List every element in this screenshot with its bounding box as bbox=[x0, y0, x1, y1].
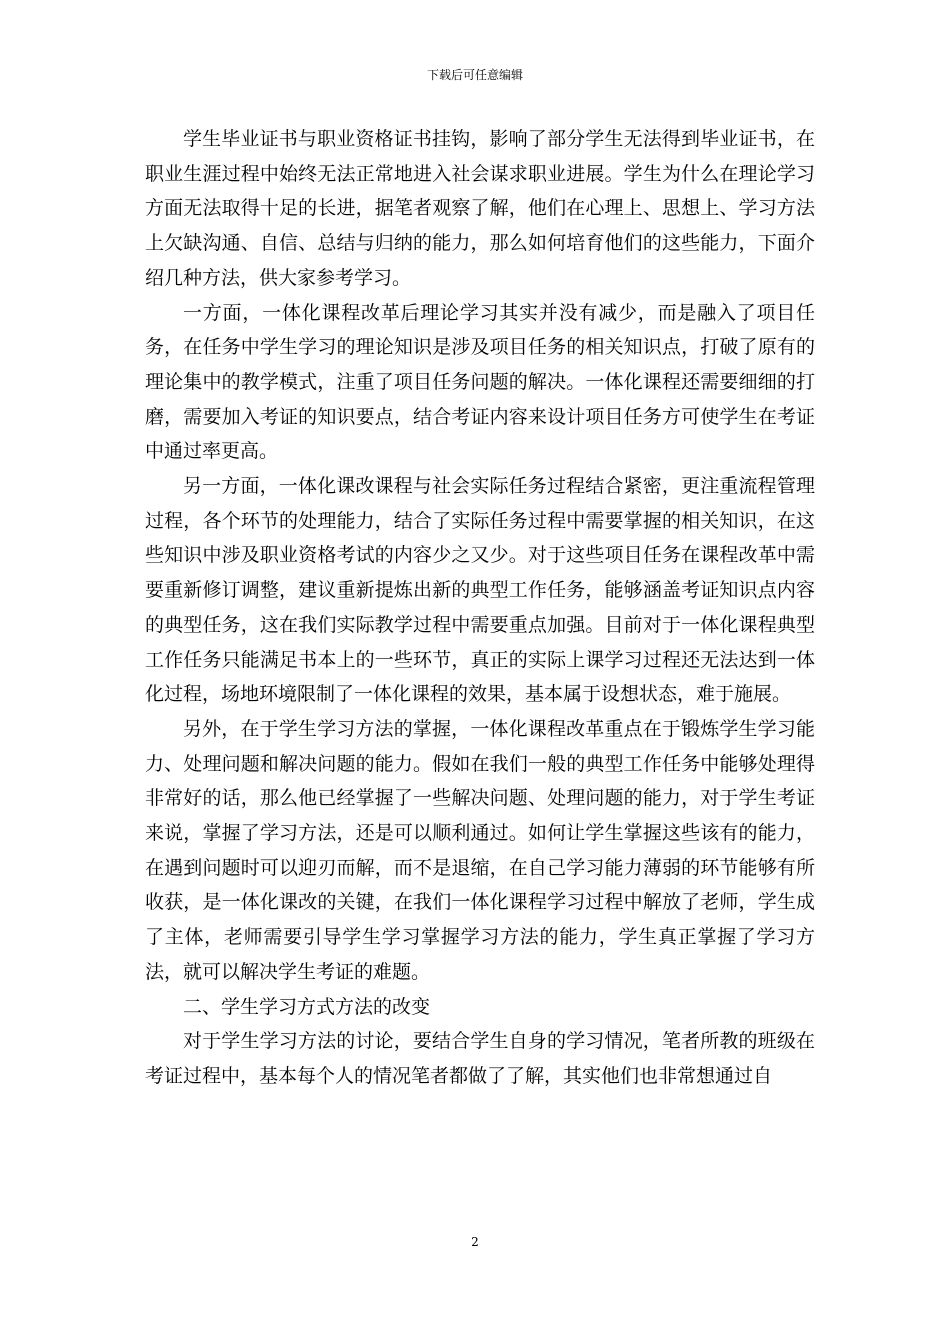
paragraph: 对于学生学习方法的讨论，要结合学生自身的学习情况，笔者所教的班级在考证过程中，基本每个人的情况笔者都做了了解，其实他们也非常想通过自 bbox=[145, 1030, 815, 1087]
paragraph: 一方面，一体化课程改革后理论学习其实并没有减少，而是融入了项目任务，在任务中学生学习的理论知识是涉及项目任务的相关知识点，打破了原有的理论集中的教学模式，注重了项目任务问题的解决。一体化课程还需要细细的打磨，需要加入考证的知识要点，结合考证内容来设计项目任务方可使学生在考证中通过率更高。 bbox=[145, 301, 815, 463]
page-header: 下载后可任意编辑 bbox=[426, 68, 523, 82]
paragraph: 另外，在于学生学习方法的掌握，一体化课程改革重点在于锻炼学生学习能力、处理问题和解决问题的能力。假如在我们一般的典型工作任务中能够处理得非常好的话，那么他已经掌握了一些解决问题、处理问题的能力，对于学生考证来说，掌握了学习方法，还是可以顺利通过。如何让学生掌握这些该有的能力，在遇到问题时可以迎刃而解，而不是退缩，在自己学习能力薄弱的环节能够有所收获，是一体化课改的关键，在我们一体化课程学习过程中解放了老师，学生成了主体，老师需要引导学生学习掌握学习方法的能力，学生真正掌握了学习方法，就可以解决学生考证的难题。 bbox=[145, 717, 815, 983]
paragraph: 学生毕业证书与职业资格证书挂钩，影响了部分学生无法得到毕业证书，在职业生涯过程中始终无法正常地进入社会谋求职业进展。学生为什么在理论学习方面无法取得十足的长进，据笔者观察了解，他们在心理上、思想上、学习方法上欠缺沟通、自信、总结与归纳的能力，那么如何培育他们的这些能力，下面介绍几种方法，供大家参考学习。 bbox=[145, 128, 815, 289]
page-number: 2 bbox=[471, 1235, 479, 1249]
section-heading: 二、学生学习方式方法的改变 bbox=[183, 995, 431, 1018]
document-body bbox=[145, 122, 815, 1094]
paragraph: 另一方面，一体化课改课程与社会实际任务过程结合紧密，更注重流程管理过程，各个环节的处理能力，结合了实际任务过程中需要掌握的相关知识，在这些知识中涉及职业资格考试的内容少之又少。对于这些项目任务在课程改革中需要重新修订调整，建议重新提炼出新的典型工作任务，能够涵盖考证知识点内容的典型任务，这在我们实际教学过程中需要重点加强。目前对于一体化课程典型工作任务只能满足书本上的一些环节，真正的实际上课学习过程还无法达到一体化过程，场地环境限制了一体化课程的效果，基本属于设想状态，难于施展。 bbox=[145, 475, 815, 706]
